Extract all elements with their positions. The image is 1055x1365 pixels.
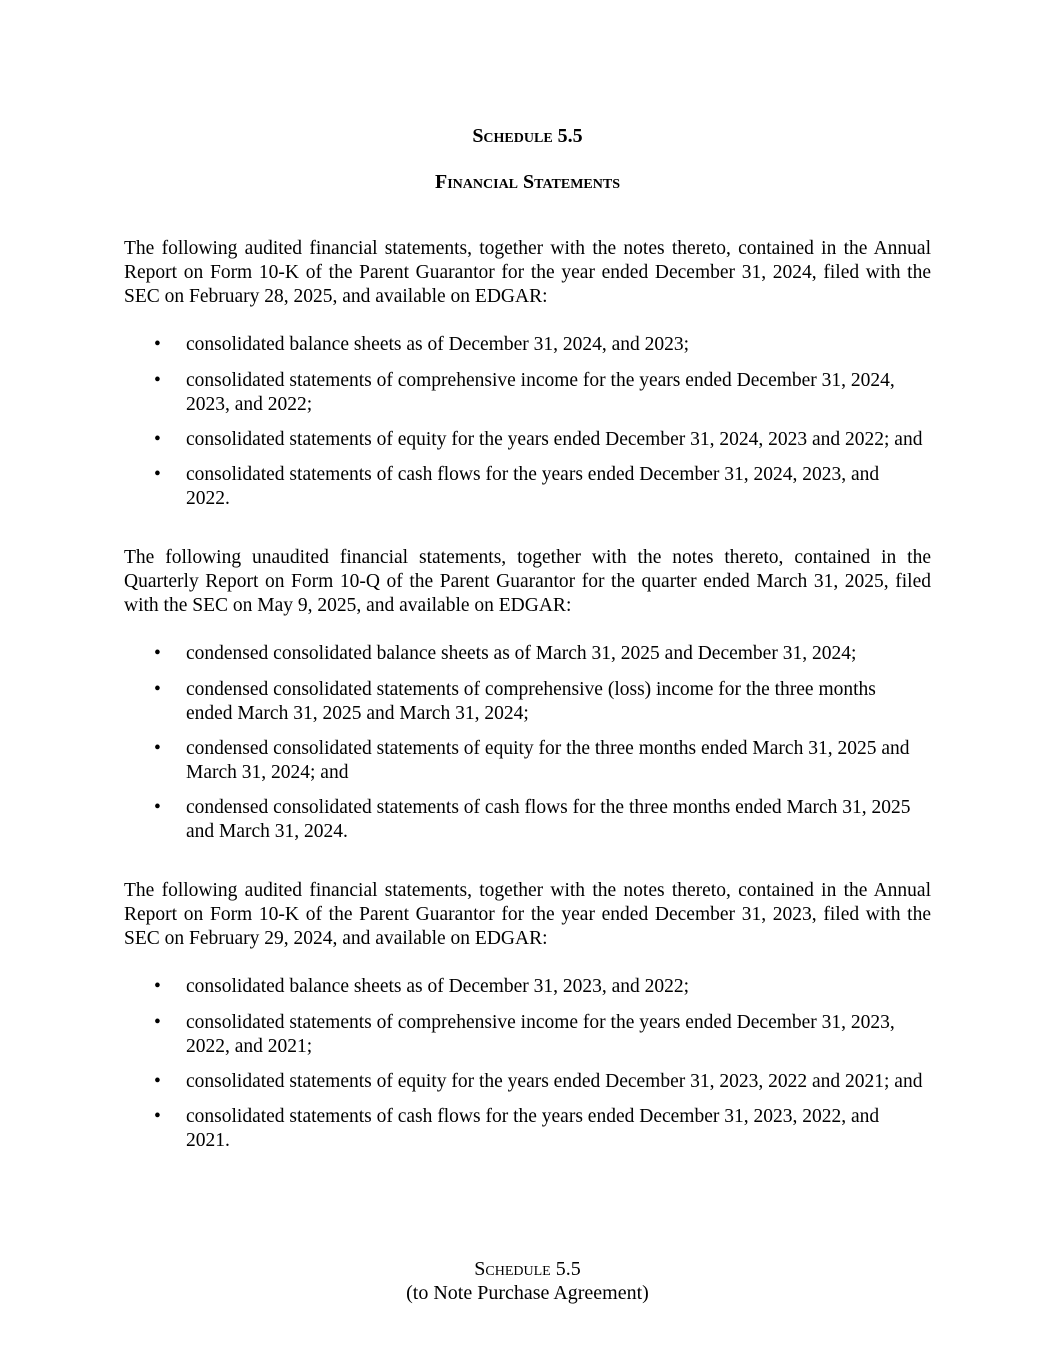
- bullet-icon: •: [154, 1071, 161, 1092]
- statements-section-2024-annual: [124, 237, 931, 511]
- list-item: [124, 463, 926, 511]
- statements-section-2023-annual: [124, 879, 931, 1153]
- section-intro: The following unaudited financial statements, together with the notes thereto, contained in the Quarterly Report on Form 10-Q of the Parent Guarantor for the quarter ended March 31, 2025, filed with the SEC on May 9, 2025, and available on EDGAR:: [124, 547, 931, 616]
- list-item-text: condensed consolidated balance sheets as of March 31, 2025 and December 31, 2024;: [186, 643, 857, 664]
- section-intro: The following audited financial statements, together with the notes thereto, contained in the Annual Report on Form 10-K of the Parent Guarantor for the year ended December 31, 2024, filed with the SEC on February 28, 2025, and available on EDGAR:: [124, 238, 931, 307]
- bullet-icon: •: [154, 738, 161, 759]
- list-item-text: consolidated statements of equity for the years ended December 31, 2023, 2022 and 2021; and: [186, 1071, 923, 1092]
- section-intro: The following audited financial statements, together with the notes thereto, contained in the Annual Report on Form 10-K of the Parent Guarantor for the year ended December 31, 2023, filed with the SEC on February 29, 2024, and available on EDGAR:: [124, 880, 931, 949]
- footer-schedule-label: Schedule 5.5: [474, 1258, 581, 1280]
- list-item: [124, 1070, 926, 1094]
- list-item: [124, 737, 926, 785]
- bullet-icon: •: [154, 1106, 161, 1127]
- list-item: [124, 796, 926, 844]
- section-title: Financial Statements: [435, 171, 620, 193]
- list-item-text: condensed consolidated statements of comprehensive (loss) income for the three months ended March 31, 2025 and March 31, 2024;: [186, 679, 876, 724]
- bullet-icon: •: [154, 334, 161, 355]
- list-item: [124, 642, 926, 666]
- schedule-title: Schedule 5.5: [472, 125, 583, 147]
- list-item: [124, 369, 926, 417]
- bullet-icon: •: [154, 1012, 161, 1033]
- footer-agreement-label: (to Note Purchase Agreement): [406, 1282, 649, 1304]
- list-item-text: consolidated statements of comprehensive income for the years ended December 31, 2023, 2022, and 2021;: [186, 1012, 895, 1057]
- list-item-text: condensed consolidated statements of equity for the three months ended March 31, 2025 and March 31, 2024; and: [186, 738, 910, 783]
- list-item-text: consolidated statements of equity for the years ended December 31, 2024, 2023 and 2022; and: [186, 429, 923, 450]
- list-item: [124, 333, 926, 357]
- list-item-text: consolidated balance sheets as of December 31, 2023, and 2022;: [186, 976, 690, 997]
- bullet-icon: •: [154, 370, 161, 391]
- list-item-text: consolidated balance sheets as of December 31, 2024, and 2023;: [186, 334, 690, 355]
- bullet-icon: •: [154, 429, 161, 450]
- list-item-text: condensed consolidated statements of cash flows for the three months ended March 31, 2025 and March 31, 2024.: [186, 797, 911, 842]
- list-item-text: consolidated statements of comprehensive income for the years ended December 31, 2024, 2023, and 2022;: [186, 370, 895, 415]
- list-item: [124, 678, 926, 726]
- bullet-icon: •: [154, 679, 161, 700]
- statements-section-2025-quarterly: [124, 546, 931, 844]
- list-item-text: consolidated statements of cash flows for the years ended December 31, 2024, 2023, and 2022.: [186, 464, 880, 509]
- bullet-icon: •: [154, 797, 161, 818]
- bullet-icon: •: [154, 976, 161, 997]
- statement-list: [124, 333, 931, 511]
- statement-list: [124, 642, 931, 844]
- list-item: [124, 975, 926, 999]
- bullet-icon: •: [154, 464, 161, 485]
- list-item-text: consolidated statements of cash flows for the years ended December 31, 2023, 2022, and 2021.: [186, 1106, 880, 1151]
- list-item: [124, 428, 926, 452]
- list-item: [124, 1011, 926, 1059]
- page-footer: [0, 1257, 1055, 1305]
- statement-list: [124, 975, 931, 1153]
- list-item: [124, 1105, 926, 1153]
- bullet-icon: •: [154, 643, 161, 664]
